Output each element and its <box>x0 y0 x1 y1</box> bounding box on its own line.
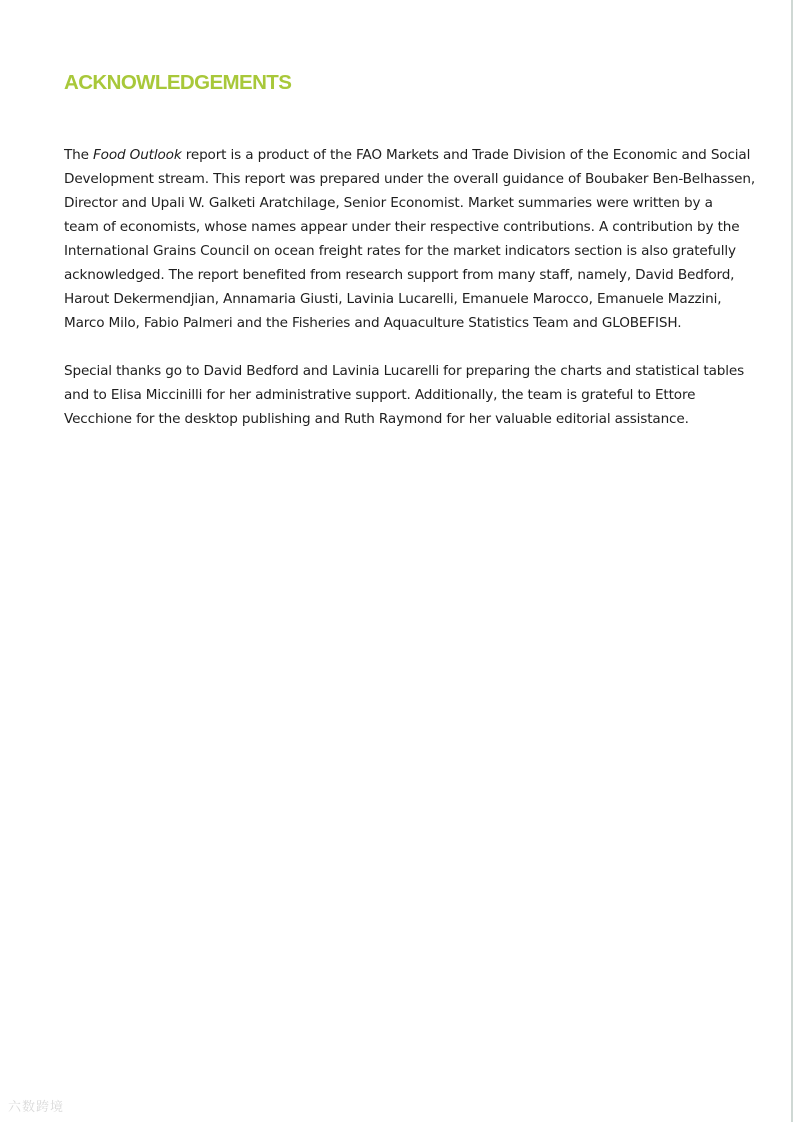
paragraph-1-line: International Grains Council on ocean freight rates for the market indicators section is also gratefully <box>64 243 736 259</box>
paragraph-1-line: acknowledged. The report benefited from research support from many staff, namely, David Bedford, <box>64 267 735 283</box>
paragraph-1-line: Development stream. This report was prepared under the overall guidance of Boubaker Ben-Belhassen, <box>64 171 755 187</box>
watermark-logo <box>8 1096 64 1115</box>
watermark-text: 六数跨境 <box>8 1100 65 1115</box>
publication-title: Food Outlook <box>93 147 182 163</box>
acknowledgements-body <box>64 143 755 455</box>
line-prefix: The <box>64 147 94 163</box>
paragraph-1-line: team of economists, whose names appear under their respective contributions. A contribution by the <box>64 219 740 235</box>
paragraph-1-line: Marco Milo, Fabio Palmeri and the Fisheries and Aquaculture Statistics Team and GLOBEFISH. <box>64 315 682 331</box>
paragraph-2-line: Vecchione for the desktop publishing and Ruth Raymond for her valuable editorial assistance. <box>64 411 689 427</box>
line-suffix: report is a product of the FAO Markets and Trade Division of the Economic and Social <box>181 147 751 163</box>
paragraph-1-line: Director and Upali W. Galketi Aratchilage, Senior Economist. Market summaries were written by a <box>64 195 713 211</box>
page-title: ACKNOWLEDGEMENTS <box>64 71 292 94</box>
paragraph-2 <box>64 359 744 431</box>
paragraph-1 <box>64 143 755 335</box>
paragraph-1-line-1 <box>64 143 751 167</box>
paragraph-1-line: Harout Dekermendjian, Annamaria Giusti, Lavinia Lucarelli, Emanuele Marocco, Emanuele Mazzini, <box>64 291 722 307</box>
paragraph-2-line: Special thanks go to David Bedford and Lavinia Lucarelli for preparing the charts and statistical tables <box>64 363 745 379</box>
paragraph-2-line: and to Elisa Miccinilli for her administrative support. Additionally, the team is grateful to Ettore <box>64 387 696 403</box>
